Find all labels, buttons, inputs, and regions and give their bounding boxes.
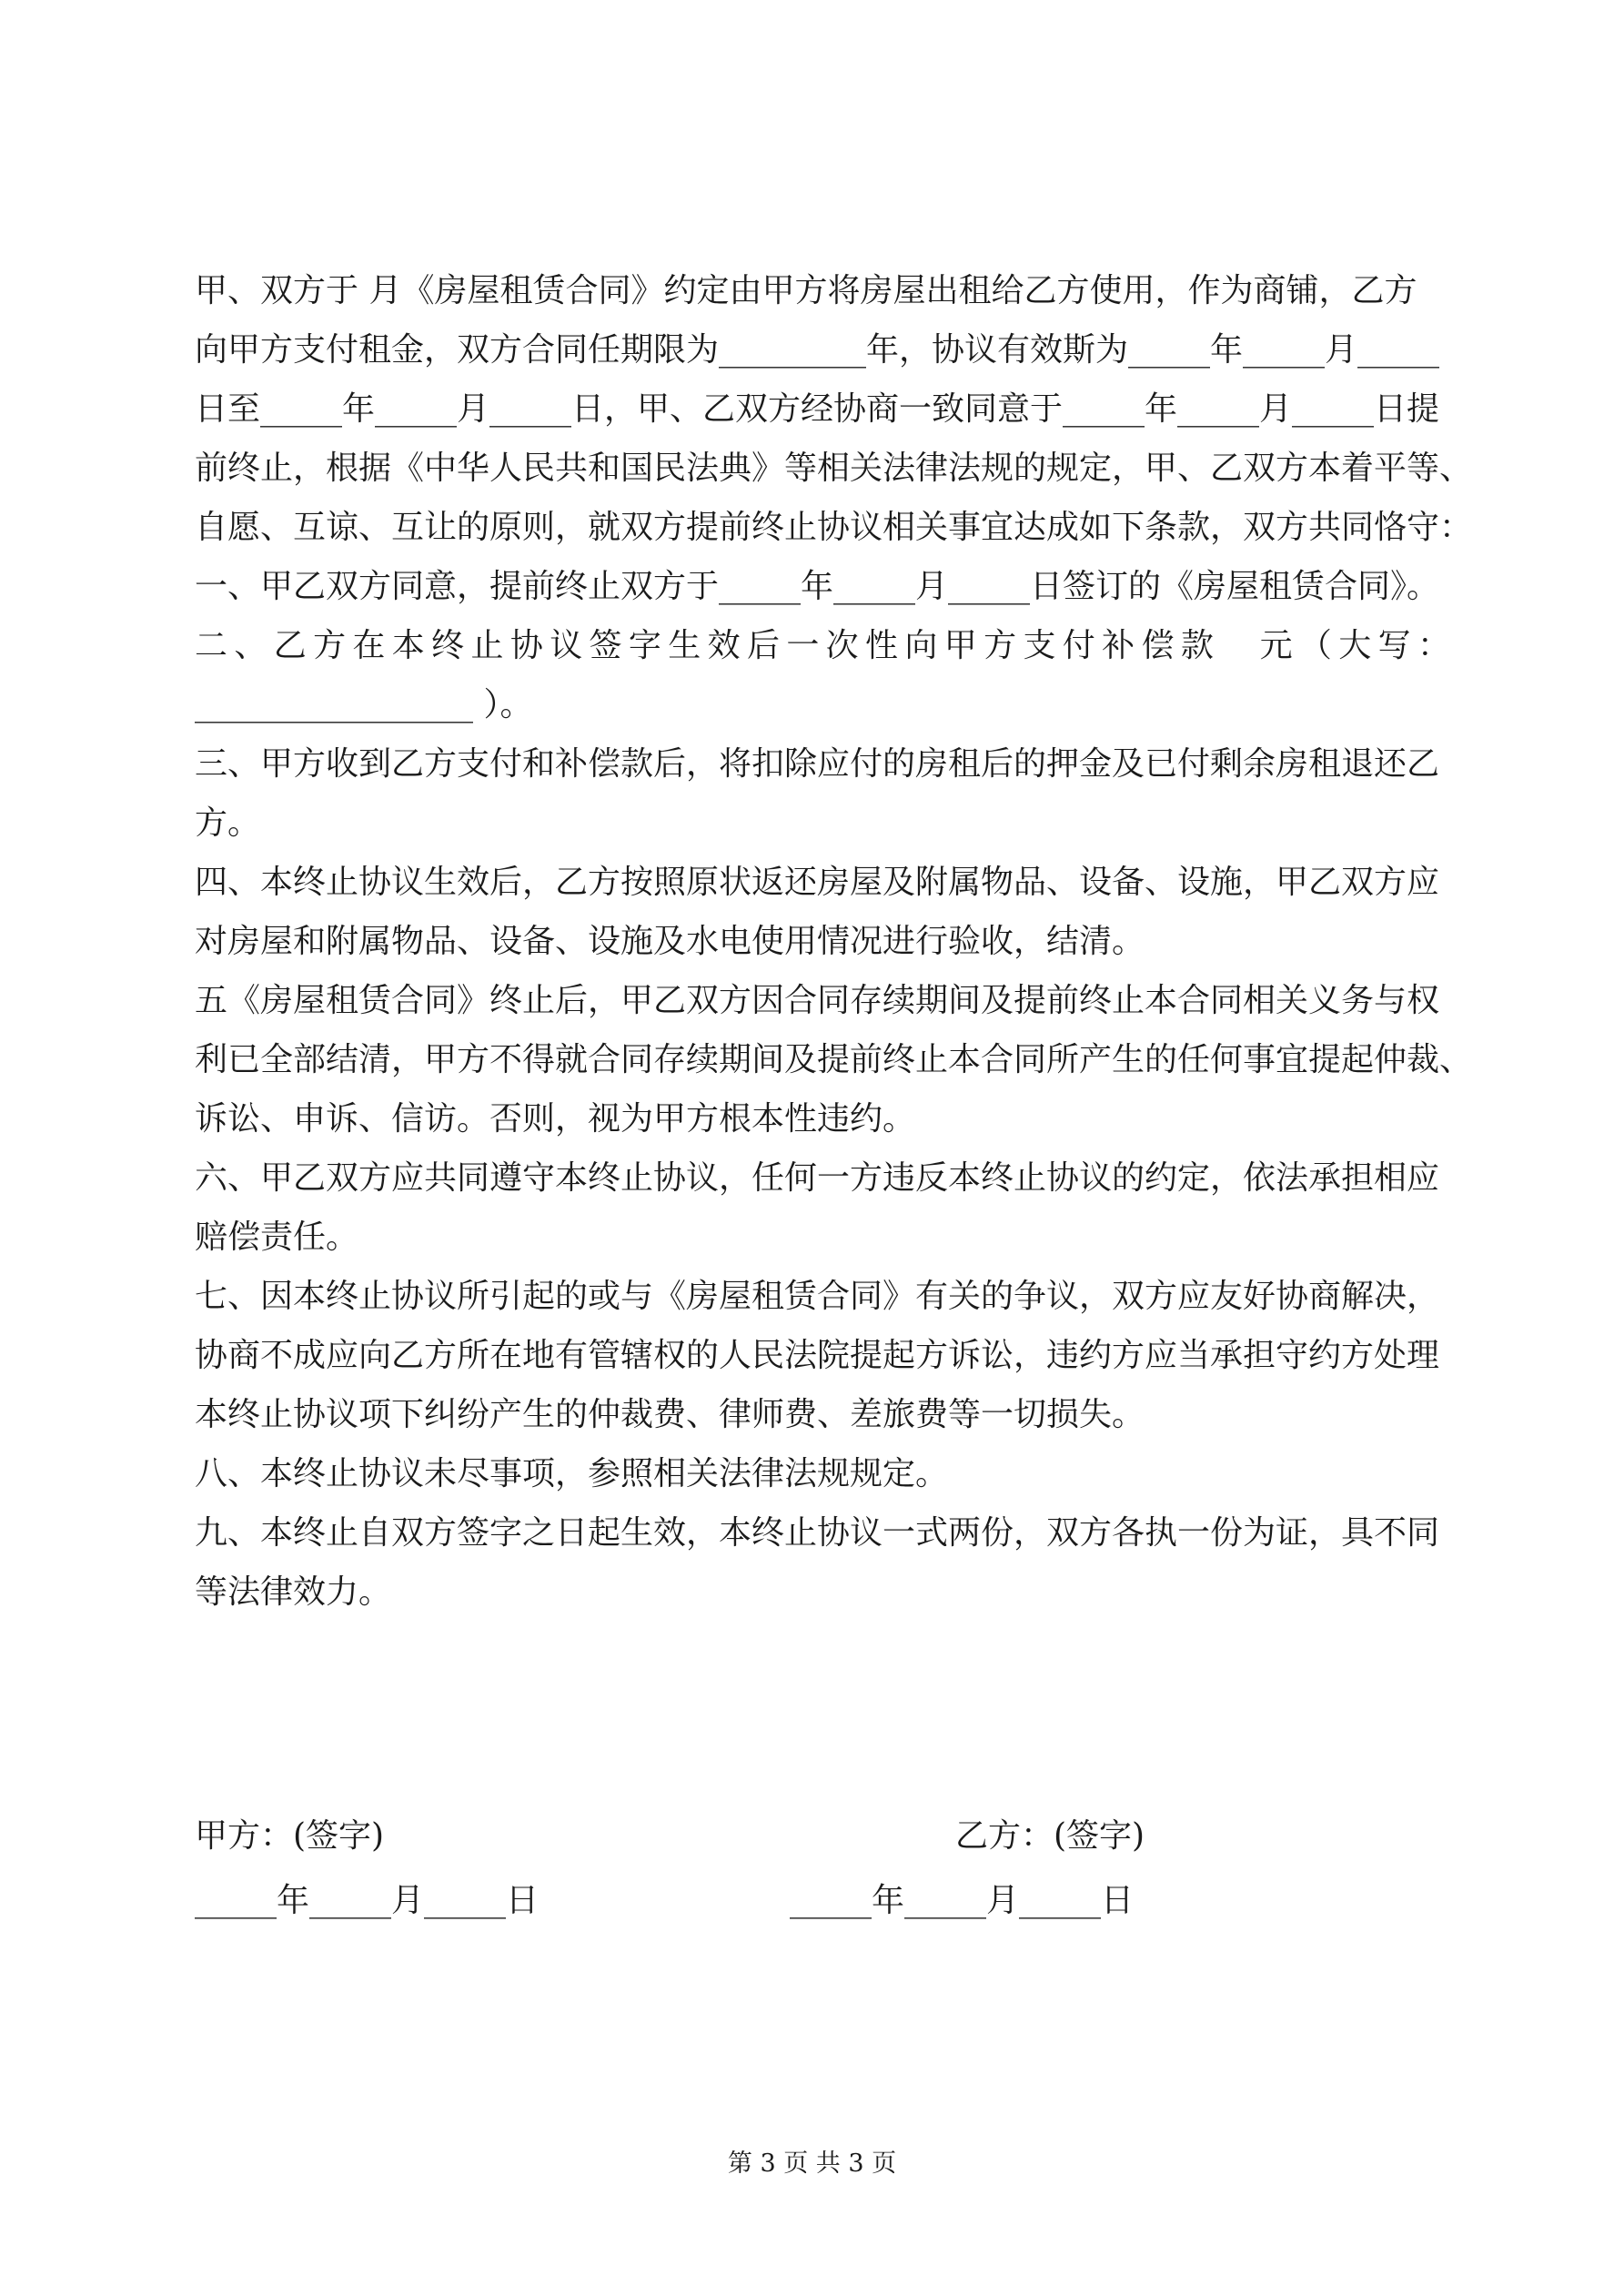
clause-6-cont: 赔偿责任。	[195, 1219, 359, 1256]
clause-6: 六、甲乙双方应共同遵守本终止协议，任何一方违反本终止协议的约定，依法承担相应	[195, 1159, 1440, 1197]
clause-7-cont: 本终止协议项下纠纷产生的仲裁费、律师费、差旅费等一切损失。	[195, 1396, 1145, 1433]
clause-5-cont: 利已全部结清，甲方不得就合同存续期间及提前终止本合同所产生的任何事宜提起仲裁、	[195, 1041, 1473, 1078]
party-b-date: _____年_____月_____日	[790, 1882, 1134, 1919]
page-number-footer: 第 3 页 共 3 页	[727, 2149, 897, 2178]
party-b-signature-label: 乙方：(签字)	[955, 1817, 1145, 1855]
clause-5: 五《房屋租赁合同》终止后，甲乙双方因合同存续期间及提前终止本合同相关义务与权	[195, 982, 1440, 1019]
text-line: 向甲方支付租金，双方合同任期限为_________年，协议有效斯为_____年_____月_____	[195, 331, 1440, 369]
party-a-signature-label: 甲方：(签字)	[195, 1817, 385, 1855]
text-line: 日至_____年_____月_____日，甲、乙双方经协商一致同意于_____年_____月_____日提	[195, 390, 1440, 428]
text-line: 自愿、互谅、互让的原则，就双方提前终止协议相关事宜达成如下条款，双方共同恪守：	[195, 509, 1473, 546]
clause-3: 三、甲方收到乙方支付和补偿款后，将扣除应付的房租后的押金及已付剩余房租退还乙	[195, 745, 1440, 783]
party-a-date: _____年_____月_____日	[195, 1882, 539, 1919]
clause-8: 八、本终止协议未尽事项，参照相关法律法规规定。	[195, 1455, 949, 1492]
clause-3-cont: 方。	[195, 804, 261, 842]
clause-9: 九、本终止自双方签字之日起生效，本终止协议一式两份，双方各执一份为证，具不同	[195, 1514, 1440, 1552]
clause-5-cont: 诉讼、申诉、信访。否则，视为甲方根本性违约。	[195, 1100, 916, 1138]
clause-9-cont: 等法律效力。	[195, 1573, 392, 1611]
clause-7: 七、因本终止协议所引起的或与《房屋租赁合同》有关的争议，双方应友好协商解决，	[195, 1278, 1440, 1315]
clause-4: 四、本终止协议生效后，乙方按照原状返还房屋及附属物品、设备、设施，甲乙双方应	[195, 864, 1440, 901]
text-line: 甲、双方于 月《房屋租赁合同》约定由甲方将房屋出租给乙方使用，作为商铺，乙方	[195, 272, 1417, 309]
clause-4-cont: 对房屋和附属物品、设备、设施及水电使用情况进行验收，结清。	[195, 923, 1145, 960]
agreement-body	[195, 261, 1473, 1622]
clause-1: 一、甲乙双方同意，提前终止双方于_____年_____月_____日签订的《房屋租赁合同》。	[195, 568, 1440, 605]
text-line: 前终止，根据《中华人民共和国民法典》等相关法律法规的规定，甲、乙双方本着平等、	[195, 450, 1473, 487]
clause-7-cont: 协商不成应向乙方所在地有管辖权的人民法院提起方诉讼，违约方应当承担守约方处理	[195, 1337, 1440, 1374]
clause-2-amount-blank: _________________ ）。	[195, 686, 533, 723]
clause-2: 二、乙方在本终止协议签字生效后一次性向甲方支付补偿款 元（大写：	[195, 627, 1450, 664]
